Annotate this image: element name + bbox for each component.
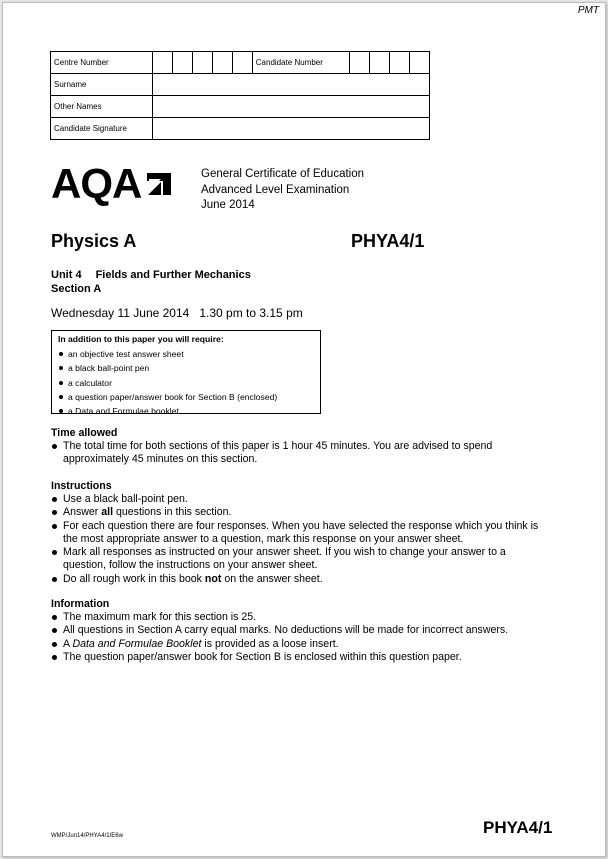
requirements-heading: In addition to this paper you will require: <box>58 334 224 344</box>
requirement-item: a question paper/answer book for Section B (enclosed) <box>58 390 320 404</box>
instructions-section <box>51 480 551 586</box>
other-names-label: Other Names <box>51 96 153 118</box>
exam-cover-page <box>2 2 606 857</box>
candidate-number-box[interactable] <box>390 52 410 74</box>
centre-number-box[interactable] <box>153 52 173 74</box>
signature-label: Candidate Signature <box>51 118 153 140</box>
exam-level: Advanced Level Examination <box>201 183 350 196</box>
centre-number-box[interactable] <box>173 52 193 74</box>
centre-number-box[interactable] <box>192 52 212 74</box>
footer-reference: WMP/Jun14/PHYA4/1/E6w <box>51 833 123 839</box>
instruction-item: Mark all responses as instructed on your answer sheet. If you wish to change your answer to a question, follow the instructions on your answer sheet. <box>51 546 551 573</box>
centre-number-box[interactable] <box>212 52 232 74</box>
instructions-heading: Instructions <box>51 480 112 492</box>
information-heading: Information <box>51 598 110 610</box>
exam-info <box>201 167 364 214</box>
exam-day: Wednesday 11 June 2014 <box>51 306 190 320</box>
exam-session: June 2014 <box>201 199 255 211</box>
unit-section: Section A <box>51 283 102 295</box>
surname-label: Surname <box>51 74 153 96</box>
requirement-item: a calculator <box>58 376 320 390</box>
time-allowed-section <box>51 427 551 467</box>
paper-code: PHYA4/1 <box>351 231 425 251</box>
subject-title: Physics A <box>51 231 137 251</box>
unit-number: Unit 4 <box>51 269 82 281</box>
instruction-item: Do all rough work in this book not on the answer sheet. <box>51 573 551 586</box>
candidate-number-box[interactable] <box>370 52 390 74</box>
aqa-logo <box>51 160 173 207</box>
unit-title: Fields and Further Mechanics <box>95 269 251 281</box>
centre-number-label: Centre Number <box>51 52 153 74</box>
aqa-logo-text: AQA <box>51 160 142 207</box>
other-names-field[interactable] <box>153 96 430 118</box>
instruction-item: Use a black ball-point pen. <box>51 493 551 506</box>
information-item: The maximum mark for this section is 25. <box>51 611 551 624</box>
requirement-item: a black ball-point pen <box>58 361 320 375</box>
surname-field[interactable] <box>153 74 430 96</box>
aqa-logo-mark-icon <box>145 171 173 197</box>
candidate-number-label: Candidate Number <box>252 52 349 74</box>
candidate-number-box[interactable] <box>350 52 370 74</box>
candidate-number-box[interactable] <box>409 52 429 74</box>
pmt-watermark: PMT <box>577 5 599 16</box>
requirement-item: an objective test answer sheet <box>58 347 320 361</box>
candidate-details-table <box>50 51 430 140</box>
footer-paper-code: PHYA4/1 <box>483 818 553 837</box>
instruction-item: For each question there are four responses. When you have selected the response which you think is the most appropriate answer to a question, mark this response on your answer sheet. <box>51 520 551 547</box>
exam-time: 1.30 pm to 3.15 pm <box>199 306 303 320</box>
centre-number-box[interactable] <box>232 52 252 74</box>
unit-heading <box>51 268 251 296</box>
information-item: All questions in Section A carry equal marks. No deductions will be made for incorrect answers. <box>51 624 551 637</box>
time-allowed-item: The total time for both sections of this paper is 1 hour 45 minutes. You are advised to spend approximately 45 minutes on this section. <box>51 440 551 467</box>
time-allowed-heading: Time allowed <box>51 427 118 439</box>
exam-qualification: General Certificate of Education <box>201 168 365 180</box>
instruction-item: Answer all questions in this section. <box>51 506 551 519</box>
information-item: The question paper/answer book for Section B is enclosed within this question paper. <box>51 651 551 664</box>
requirements-box <box>51 330 321 417</box>
information-section <box>51 598 551 664</box>
requirement-item: a Data and Formulae booklet. <box>58 404 320 418</box>
exam-date <box>51 306 303 320</box>
information-item: A Data and Formulae Booklet is provided as a loose insert. <box>51 638 551 651</box>
signature-field[interactable] <box>153 118 430 140</box>
